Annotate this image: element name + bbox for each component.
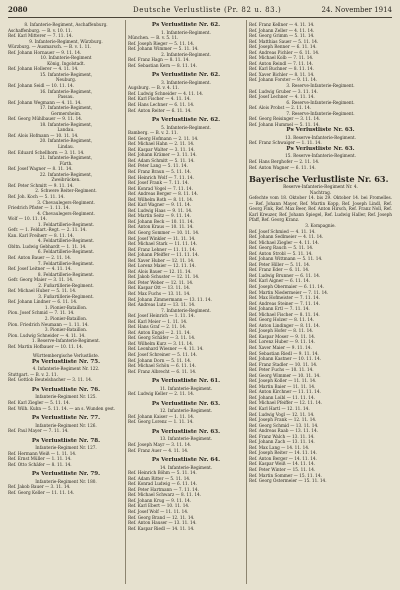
casualty-entry: Obltn. Ludwig Gebhardt — 1. 11. 14. bbox=[8, 243, 87, 249]
unit-heading: 17. Infanterie-Regiment, bbox=[39, 105, 93, 111]
unit-heading: 12. Infanterie-Regiment. bbox=[159, 408, 213, 414]
casualty-entry: Ref. Franz Auer — 4. 11. 14. bbox=[128, 447, 189, 453]
unit-heading: 6. Feldartillerie-Regiment. bbox=[37, 249, 95, 255]
casualty-entry: Ref. Joseph Koller — 11. 11. 14. bbox=[249, 378, 317, 384]
casualty-entry: Ref. Anton Strobl — 5. 11. 14. bbox=[249, 250, 313, 256]
casualty-entry: Ref. Xaver Huber — 12. 11. 14. bbox=[128, 257, 195, 263]
unit-heading: Reserve-Infanterie-Regiment Nr. 4. bbox=[283, 184, 358, 190]
unit-heading: Infanterie-Regiment Nr. 180. bbox=[35, 478, 97, 484]
casualty-entry: Ref. Johann Sedlmeier — 4. 11. 14. bbox=[249, 234, 324, 240]
unit-heading: Nachtrag. bbox=[309, 189, 332, 195]
header-rule bbox=[8, 17, 392, 18]
casualty-entry: Ref. Franz Braun — 5. 11. 14. bbox=[128, 168, 192, 174]
unit-heading: 3. Chevaulegers-Regiment. bbox=[37, 199, 95, 205]
casualty-entry: Ref. Franz Eder — 6. 11. 14. bbox=[249, 267, 310, 273]
casualty-entry: Ref. Anton Kirchner — 11. 11. 14. bbox=[249, 389, 321, 395]
list-heading: Ps Verlustliste Nr. 63. bbox=[286, 127, 355, 134]
paragraph: Gefechte vom 18. Oktober 14. bis 29. Oktober 14. bei Fromelles. — Ref. Johann Mayer, Ref. Martin Kopp, Ref. Joseph Lindl, Ref. Georg Fink, Ref. Max Beer, Ref. Anton Hirsch, Ref. Franz Noll, Ref. Karl Kreuzer, Ref. Johann Spiegel, Ref. Ludwig Haller, Ref. Joseph Pfaff, Ref. Georg Kranz. bbox=[249, 195, 392, 223]
casualty-entry: Aschaffenburg. — B. v. 10. 11. bbox=[8, 27, 73, 33]
casualty-entry: Ref. Franz Walch — 13. 11. 14. bbox=[249, 433, 315, 439]
casualty-entry: Pion. Ludwig Schneider — 4. 11. 14. bbox=[8, 332, 86, 338]
casualty-entry: Ref. Michael Kolb — 7. 11. 14. bbox=[249, 55, 314, 61]
casualty-entry: Ref. Max Hofmeister — 7. 11. 14. bbox=[249, 295, 320, 301]
list-heading: Ps Verlustliste Nr. 64. bbox=[151, 457, 221, 464]
casualty-entry: Ref. Anton Lindinger — 8. 11. 14. bbox=[249, 322, 321, 328]
casualty-entry: München. — B. v. 5. 11. bbox=[128, 35, 179, 41]
unit-heading: Landau. bbox=[57, 127, 75, 133]
unit-heading: 14. Infanterie-Regiment. bbox=[159, 464, 213, 470]
casualty-entry: Ref. Johann Krämer — 3. 11. 14. bbox=[128, 152, 197, 158]
casualty-entry: Ref. Johann Wimmer — 5. 11. 14. bbox=[128, 46, 199, 52]
casualty-entry: Ref. Johann Lindner — 6. 11. 14. bbox=[8, 299, 78, 305]
casualty-entry: Ref. Gottlob Beutelsbacher — 3. 11. 14. bbox=[8, 377, 93, 383]
unit-heading: 4. Infanterie-Regiment Nr. 122. bbox=[32, 366, 100, 372]
casualty-entry: Ref. Lorenz Huber — 9. 11. 14. bbox=[249, 339, 316, 345]
casualty-entry: Ref. Max Fuchs — 13. 11. 14. bbox=[128, 291, 191, 297]
casualty-entry: Ref. Josef Winkler — 11. 11. 14. bbox=[128, 235, 196, 241]
casualty-entry: Ref. Kaspar Moser — 9. 11. 14. bbox=[249, 333, 316, 339]
casualty-entry: Ref. Adam Schmitt — 5. 11. 14. bbox=[128, 157, 195, 163]
casualty-entry: Würzburg. — Ausmarsch. — B. v. 1. 11. bbox=[8, 44, 92, 50]
casualty-entry: Ref. Joseph Rieger — 5. 11. 14. bbox=[128, 40, 195, 46]
casualty-entry: Ref. Johann Krug — 9. 11. 14. bbox=[128, 497, 192, 503]
unit-heading: 3. Fußartillerie-Regiment. bbox=[38, 293, 94, 299]
column-left bbox=[8, 22, 124, 584]
casualty-entry: Ref. Karl Aigner — 6. 11. 14. bbox=[249, 278, 311, 284]
casualty-entry: Ref. Michael Fischer — 8. 11. 14. bbox=[249, 311, 320, 317]
unit-heading: 3. Infanterie-Regiment. bbox=[161, 79, 211, 85]
casualty-entry: Ref. Peter Winter — 15. 11. 14. bbox=[249, 467, 316, 473]
unit-heading: 22. Infanterie-Regiment, bbox=[39, 171, 93, 177]
casualty-entry: Ref. Karl Ziegler — 5. 11. 14. bbox=[8, 400, 71, 405]
casualty-entry: Ref. Joseph Frank — 12. 11. 14. bbox=[249, 417, 317, 423]
casualty-entry: Ref. Josef Lechner — 4. 11. 14. bbox=[249, 94, 315, 100]
casualty-entry: Ref. Josef Leitner — 4. 11. 14. bbox=[8, 266, 72, 272]
casualty-entry: Ref. Ludwig Schneider — 4. 11. 14. bbox=[128, 90, 204, 96]
casualty-entry: Ref. Joseph Renner — 6. 11. 14. bbox=[249, 44, 317, 50]
casualty-entry: Ref. Josef Schreiner — 5. 11. 14. bbox=[128, 352, 198, 358]
casualty-entry: Ref. Johann Ertl — 7. 11. 14. bbox=[249, 306, 310, 312]
unit-heading: 1. Reserve-Infanterie-Regiment. bbox=[31, 338, 101, 344]
casualty-entry: Ref. Georg Brand — 12. 11. 14. bbox=[128, 514, 195, 520]
casualty-entry: Ref. Kaspar Weiß — 14. 11. 14. bbox=[249, 461, 316, 467]
unit-heading: 3. Pionier-Bataillon. bbox=[44, 327, 88, 333]
casualty-entry: Ref. Karl Mitterer — 7. 11. 14. bbox=[8, 33, 73, 39]
casualty-entry: Ref. Karl Ebert — 10. 11. 14. bbox=[128, 503, 190, 509]
unit-heading: 16. Infanterie-Regiment, bbox=[39, 88, 93, 94]
casualty-entry: Ref. Andreas Raab — 13. 11. 14. bbox=[249, 428, 318, 434]
unit-heading: Passau. bbox=[58, 94, 74, 100]
unit-heading: 13. Infanterie-Regiment. bbox=[159, 436, 213, 442]
unit-heading: 1. Feldartillerie-Regiment. bbox=[37, 221, 95, 227]
casualty-entry: Ref. Hans Graf — 2. 11. 14. bbox=[128, 324, 187, 330]
casualty-entry: Ref. Sebastian Riedl — 9. 11. 14. bbox=[249, 350, 319, 356]
casualty-entry: Ref. Hermann Weiß — 1. 11. 14. bbox=[8, 450, 77, 456]
casualty-entry: Ref. Joseph Mayr — 3. 11. 14. bbox=[128, 442, 192, 447]
casualty-entry: Ref. Johann Dorn — 5. 11. 14. bbox=[128, 357, 192, 363]
page-header bbox=[8, 4, 392, 16]
main-list-heading: Bayerische Verlustliste Nr. 63. bbox=[249, 174, 389, 185]
casualty-entry: Ref. Ludwig Vogl — 12. 11. 14. bbox=[249, 411, 315, 417]
unit-heading: Neuburg. bbox=[55, 77, 77, 83]
casualty-entry: Ref. Anton Berger — 14. 11. 14. bbox=[249, 455, 317, 461]
casualty-entry: Ref. Johann Zeller — 4. 11. 14. bbox=[249, 27, 315, 33]
unit-heading: 9. Infanterie-Regiment, Würzburg. bbox=[29, 38, 103, 44]
casualty-entry: Ref. Ludwig Keller — 2. 11. 14. bbox=[128, 391, 195, 397]
casualty-entry: Ref. Kaspar Walter — 3. 11. 14. bbox=[128, 146, 195, 152]
unit-heading: König, Ingolstadt. bbox=[47, 60, 85, 66]
casualty-entry: Ref. Anton Engel — 2. 11. 14. bbox=[128, 329, 191, 335]
page-title: Deutsche Verlustliste (Pr. 82 u. 83.) bbox=[133, 6, 282, 14]
casualty-entry: Ref. Anton Bauer — 2. 11. 14. bbox=[8, 254, 72, 260]
list-heading: Ps Verlustliste Nr. 76. bbox=[31, 386, 101, 393]
unit-heading: Lindau. bbox=[57, 144, 75, 150]
casualty-entry: Ref. Ludwig Gruber — 3. 11. 14. bbox=[249, 88, 318, 94]
casualty-entry: Ref. Joseph Reiter — 14. 11. 14. bbox=[249, 450, 317, 456]
casualty-entry: Ref. Georg Sommer — 10. 11. 14. bbox=[128, 230, 200, 235]
column-divider bbox=[246, 20, 247, 584]
casualty-entry: Ref. Jakob Bauer — 3. 11. 14. bbox=[8, 484, 71, 490]
casualty-entry: Ref. Michael Pfeiffer — 12. 11. 14. bbox=[249, 400, 323, 406]
casualty-entry: Ref. Paul Mayer — 7. 11. 14. bbox=[8, 428, 69, 434]
casualty-entry: Augsburg. — B. v. 4. 11. bbox=[128, 85, 180, 91]
casualty-entry: Ref. Johann Hollerer — 4. 11. 14. bbox=[8, 66, 79, 72]
casualty-entry: Ref. Georg Rauch — 5. 11. 14. bbox=[249, 245, 314, 251]
casualty-entry: Ref. Ludwig Brunner — 6. 11. 14. bbox=[249, 272, 321, 278]
casualty-entry: Ref. Franz Kellner — 4. 11. 14. bbox=[249, 22, 315, 27]
unit-heading: 2. Pionier-Bataillon. bbox=[44, 315, 88, 321]
casualty-entry: Pion. Friedrich Neumann — 1. 11. 14. bbox=[8, 321, 89, 327]
unit-heading: 10. Infanterie-Regiment bbox=[40, 55, 92, 61]
casualty-entry: Ref. Franz Stadler — 10. 11. 14. bbox=[249, 361, 318, 367]
casualty-entry: Ref. Hans Lechner — 6. 11. 14. bbox=[128, 102, 195, 108]
unit-heading: 8. Infanterie-Regiment, Aschaffenburg. bbox=[24, 22, 108, 27]
casualty-entry: Bamberg. — B. v. 2. 11. bbox=[128, 130, 178, 136]
casualty-entry: Ref. Georg Hofmann — 2. 11. 14. bbox=[128, 135, 199, 141]
casualty-entry: Ref. Michael Huber — 5. 11. 14. bbox=[8, 288, 77, 294]
casualty-entry: Ref. Johann Hornauer — 9. 11. 14. bbox=[8, 49, 82, 55]
casualty-entry: Ref. Ludwig Haas — 9. 11. 14. bbox=[128, 207, 193, 213]
unit-heading: Fürth. bbox=[59, 160, 73, 166]
casualty-entry: Ref. Josef Wagner — 8. 11. 14. bbox=[8, 166, 73, 172]
unit-heading: 2. Infanterie-Regiment. bbox=[161, 51, 211, 57]
list-heading: Ps Verlustliste Nr. 62. bbox=[151, 72, 221, 79]
casualty-entry: Ref. Max Lang — 14. 11. 14. bbox=[249, 444, 310, 450]
unit-heading: Zweibrücken. bbox=[51, 177, 81, 183]
casualty-entry: Ref. Peter Lang — 5. 11. 14. bbox=[128, 163, 188, 169]
casualty-entry: Stuttgart. — B. v. 2. 11. bbox=[8, 371, 58, 377]
casualty-entry: Ref. Konrad Vogel — 7. 11. 14. bbox=[128, 185, 193, 191]
casualty-entry: Ref. Peter Hiller — 5. 11. 14. bbox=[249, 261, 311, 267]
casualty-entry: Ref. Johann Pfeiffer — 11. 11. 14. bbox=[128, 252, 199, 258]
casualty-entry: Ref. Franz Albrecht — 6. 11. 14. bbox=[128, 368, 197, 374]
casualty-entry: Ref. Josef Heinrich — 1. 11. 14. bbox=[128, 313, 195, 319]
casualty-entry: Ref. Franz Lehner — 11. 11. 14. bbox=[128, 246, 196, 252]
casualty-entry: Ref. Joh. Koch — 5. 11. 14. bbox=[8, 193, 65, 199]
unit-heading: Infanterie-Regiment Nr. 126. bbox=[35, 422, 97, 428]
casualty-entry: Ref. Andreas Lutz — 13. 11. 14. bbox=[128, 302, 196, 308]
unit-heading: 18. Infanterie-Regiment, bbox=[39, 121, 93, 127]
casualty-entry: Ref. Josef Schmied — 4. 11. 14. bbox=[249, 228, 316, 234]
casualty-entry: Ref. Heinrich Böhm — 5. 11. 14. bbox=[128, 470, 197, 476]
casualty-entry: Ref. Georg Holzer — 8. 11. 14. bbox=[249, 317, 315, 323]
casualty-entry: Ref. Wilhelm Kurz — 3. 11. 14. bbox=[128, 340, 194, 346]
casualty-entry: Ref. Georg Mühlbauer — 9. 11. 14. bbox=[8, 116, 83, 122]
casualty-entry: Ref. Wilhelm Roth — 8. 11. 14. bbox=[128, 196, 194, 202]
casualty-entry: Ref. Andreas Pichler — 6. 11. 14. bbox=[249, 49, 320, 55]
casualty-entry: Ref. Martin Hofbauer — 10. 11. 14. bbox=[8, 343, 84, 349]
unit-heading: 8. Feldartillerie-Regiment. bbox=[37, 271, 95, 277]
casualty-entry: Ref. Johann Kastner — 10. 11. 14. bbox=[249, 356, 321, 362]
casualty-entry: Kan. Karl Freiherr — 8. 11. 14. bbox=[8, 232, 75, 238]
casualty-entry: Ref. Otto Schäfer — 8. 11. 14. bbox=[8, 461, 72, 467]
casualty-entry: Ref. Michael Schön — 6. 11. 14. bbox=[128, 363, 196, 369]
unit-heading: 7. Reserve-Infanterie-Regiment. bbox=[286, 110, 355, 116]
unit-heading: 7. Feldartillerie-Regiment. bbox=[37, 260, 95, 266]
list-heading: Ps Verlustliste Nr. 62. bbox=[151, 22, 221, 28]
casualty-entry: Ref. Johann Forster — 9. 11. 14. bbox=[249, 77, 318, 83]
casualty-entry: Ref. Anton Wagner — 6. 11. 14. bbox=[249, 164, 316, 170]
casualty-entry: Ref. Martin Seitz — 9. 11. 14. bbox=[128, 213, 191, 219]
casualty-entry: Ref. Johann Zimmermann — 13. 11. 14. bbox=[128, 296, 212, 302]
casualty-entry: Ref. Ernst Müller — 1. 11. 14. bbox=[8, 456, 72, 462]
list-heading: Ps Verlustliste Nr. 62. bbox=[151, 117, 221, 124]
casualty-entry: Ref. Kaspar Riedl — 14. 11. 14. bbox=[128, 525, 195, 531]
casualty-entry: Ref. Martin Niedermeier — 7. 11. 14. bbox=[249, 289, 329, 295]
column-right bbox=[249, 22, 392, 584]
casualty-entry: Ref. Anton Reiter — 6. 11. 14. bbox=[128, 107, 192, 113]
casualty-entry: Ref. Michael Stark — 11. 11. 14. bbox=[128, 241, 198, 247]
unit-heading: 2. Fußartillerie-Regiment. bbox=[38, 282, 94, 288]
unit-heading: 6. Reserve-Infanterie-Regiment. bbox=[286, 99, 355, 105]
unit-heading: 21. Infanterie-Regiment, bbox=[39, 155, 93, 161]
list-heading: Ps Verlustliste Nr. 79. bbox=[31, 471, 101, 478]
casualty-entry: Ref. Sebastian Kern — 8. 11. 14. bbox=[128, 62, 197, 68]
casualty-entry: Ref. Johann Wittmann — 5. 11. 14. bbox=[249, 256, 323, 262]
unit-heading: Württembergische Verlustliste. bbox=[32, 353, 100, 359]
casualty-entry: Ref. Johann Seidl — 10. 11. 14. bbox=[8, 83, 75, 89]
casualty-entry: Ref. Josef Frank — 7. 11. 14. bbox=[128, 180, 189, 186]
unit-heading: 7. Infanterie-Regiment. bbox=[161, 307, 211, 313]
unit-heading: 11. Infanterie-Regiment. bbox=[159, 385, 213, 391]
unit-heading: 15. Infanterie-Regiment, bbox=[39, 71, 93, 77]
casualty-entry: Ref. Leonhard Wiesner — 4. 11. 14. bbox=[128, 346, 204, 352]
casualty-entry: Ref. Johann Kaiser — 1. 11. 14. bbox=[128, 413, 195, 419]
page-number: 2080 bbox=[8, 5, 28, 14]
list-heading: Ps Verlustliste Nr. 63. bbox=[151, 400, 221, 407]
casualty-entry: Ref. Anton Hauser — 13. 11. 14. bbox=[128, 520, 197, 526]
column-divider bbox=[125, 20, 126, 584]
unit-heading: Germersheim. bbox=[50, 110, 82, 116]
casualty-entry: Ref. Franz Schwaiger — 1. 11. 14. bbox=[249, 140, 322, 146]
casualty-entry: Ref. Anton Kraus — 10. 11. 14. bbox=[128, 224, 194, 230]
casualty-entry: Ref. Johann Beck — 10. 11. 14. bbox=[128, 218, 194, 224]
casualty-entry: Ref. Johann Loibl — 11. 11. 14. bbox=[249, 394, 315, 400]
casualty-entry: Ref. Martin Baier — 11. 11. 14. bbox=[249, 383, 316, 389]
issue-date: 24. November 1914 bbox=[321, 6, 392, 14]
casualty-entry: Ref. Karl Fischer — 4. 11. 14. bbox=[128, 96, 191, 102]
casualty-entry: Ref. Matthias Sauer — 5. 11. 14. bbox=[249, 38, 319, 44]
casualty-entry: Ref. Konrad Ludwig — 6. 11. 14. bbox=[128, 481, 198, 487]
casualty-entry: Ref. Wilh. Kuhn — 5. 11. 14. — an s. Wunden gest. bbox=[8, 405, 116, 411]
casualty-entry: Ref. Johann Wegmann — 4. 11. 14. bbox=[8, 99, 82, 105]
casualty-entry: Ref. Karl Buchner — 8. 11. 14. bbox=[249, 66, 314, 72]
casualty-entry: Ref. Peter Hartmann — 7. 11. 14. bbox=[128, 486, 199, 492]
casualty-entry: Ref. Karl Meier — 1. 11. 14. bbox=[128, 318, 188, 324]
casualty-entry: Ref. Peter Weber — 12. 11. 14. bbox=[128, 279, 194, 285]
casualty-entry: Ref. Anton Reindl — 7. 11. 14. bbox=[249, 60, 314, 66]
unit-heading: Infanterie-Regiment Nr. 127. bbox=[35, 445, 97, 451]
casualty-entry: Ref. Kaspar Ott — 13. 11. 14. bbox=[128, 285, 191, 291]
casualty-entry: Ref. Eduard Schellhorn — 3. 11. 14. bbox=[8, 149, 85, 155]
casualty-entry: Ref. Andreas Berger — 8. 11. 14. bbox=[128, 191, 199, 197]
unit-heading: 3. Kompagnie. bbox=[305, 222, 336, 228]
unit-heading: Infanterie-Regiment Nr. 125. bbox=[35, 394, 97, 400]
casualty-entry: Ref. Josef Wolf — 11. 11. 14. bbox=[128, 508, 189, 514]
casualty-entry: Ref. Joseph Hofer — 8. 11. 14. bbox=[249, 328, 314, 334]
unit-heading: 3. Reserve-Infanterie-Regiment. bbox=[286, 83, 355, 89]
list-heading: Ps Verlustliste Nr. 77. bbox=[31, 415, 101, 422]
list-heading: Ps Verlustliste Nr. 63. bbox=[286, 145, 355, 152]
casualty-entry: Ref. Michael Schwarz — 8. 11. 14. bbox=[128, 492, 202, 498]
casualty-entry: Ref. Georg Grimm — 5. 11. 14. bbox=[249, 33, 315, 39]
casualty-entry: Ref. Peter Fuchs — 10. 11. 14. bbox=[249, 367, 314, 373]
casualty-entry: Ref. Alois Probst — 2. 11. 14. bbox=[249, 105, 312, 111]
list-heading: Ps Verlustliste Nr. 78. bbox=[31, 437, 101, 444]
casualty-entry: Ref. Lorenz Maier — 12. 11. 14. bbox=[128, 263, 196, 269]
casualty-entry: Ref. Xaver Maier — 9. 11. 14. bbox=[249, 344, 312, 350]
casualty-entry: Ref. Alois Hofmann — 10. 11. 14. bbox=[8, 132, 79, 138]
casualty-entry: Ref. Heinrich Wolf — 7. 11. 14. bbox=[128, 174, 194, 180]
casualty-entry: Ref. Georg Reisinger — 3. 11. 14. bbox=[249, 116, 321, 122]
unit-heading: 4. Chevaulegers-Regiment. bbox=[37, 210, 95, 216]
casualty-entry: Ref. Georg Ostermeier — 15. 11. 14. bbox=[249, 478, 327, 484]
casualty-entry: Ref. Michael Hahn — 2. 11. 14. bbox=[128, 141, 195, 147]
casualty-entry: Pion. Josef Schmid — 7. 11. 14. bbox=[8, 310, 75, 316]
unit-heading: 5. Infanterie-Regiment. bbox=[161, 124, 211, 130]
casualty-entry: Ref. Alois Bauer — 12. 11. 14. bbox=[128, 268, 192, 274]
casualty-entry: Ref. Joseph Obermaier — 6. 11. 14. bbox=[249, 283, 324, 289]
casualty-entry: Ref. Johann Zach — 13. 11. 14. bbox=[249, 439, 315, 445]
unit-heading: 2. Schwere Reiter-Regiment. bbox=[35, 188, 97, 194]
list-heading: Ps Verlustliste Nr. 61. bbox=[151, 378, 221, 385]
casualty-entry: Ref. Andreas Steiner — 7. 11. 14. bbox=[249, 300, 320, 306]
unit-heading: 1. Infanterie-Regiment. bbox=[161, 29, 211, 35]
casualty-entry: Wolf — 10. 11. 14. bbox=[8, 216, 47, 222]
list-heading: Ps Verlustliste Nr. 63. bbox=[151, 428, 221, 435]
casualty-entry: Ref. Karl Hartl — 12. 11. 14. bbox=[249, 406, 310, 411]
casualty-entry: Ref. Johann Hummel — 5. 11. 14. bbox=[249, 121, 320, 127]
casualty-entry: Ref. Michael Ziegler — 4. 11. 14. bbox=[249, 239, 320, 245]
list-heading: Ps Verlustliste Nr. 75. bbox=[31, 358, 101, 365]
unit-heading: 1. Pionier-Bataillon. bbox=[44, 304, 88, 310]
unit-heading: 4. Feldartillerie-Regiment. bbox=[37, 238, 95, 244]
casualty-entry: Ref. Georg Schmid — 13. 11. 14. bbox=[249, 422, 319, 428]
casualty-entry: Ref. Georg Keller — 11. 11. 14. bbox=[8, 489, 75, 495]
casualty-entry: Ref. Franz Hagn — 8. 11. 14. bbox=[128, 57, 190, 63]
casualty-entry: Ref. Georg Lorenz — 1. 11. 14. bbox=[128, 419, 194, 425]
casualty-entry: Ref. Xaver Bichler — 8. 11. 14. bbox=[249, 71, 315, 77]
unit-heading: 15. Reserve-Infanterie-Regiment. bbox=[285, 153, 356, 159]
casualty-entry: Gefr. Georg Maier — 3. 11. 14. bbox=[8, 277, 74, 283]
casualty-entry: Ref. Georg Schäfer — 3. 11. 14. bbox=[128, 335, 196, 341]
unit-heading: 20. Infanterie-Regiment, bbox=[39, 138, 93, 144]
casualty-entry: Gefr. — 1. Feldart.-Regt. — 2. 11. 14. bbox=[8, 227, 87, 233]
casualty-entry: Ref. Hans Berghofer — 2. 11. 14. bbox=[249, 159, 320, 165]
casualty-entry: Ref. Jakob Schuster — 12. 11. 14. bbox=[128, 274, 200, 280]
casualty-entry: Ref. Peter Schmitt — 9. 11. 14. bbox=[8, 182, 74, 188]
casualty-entry: Friedrich Pfister — 1. 11. 14. bbox=[8, 205, 70, 211]
casualty-entry: Ref. Karl Wagner — 9. 11. 14. bbox=[128, 202, 192, 208]
casualty-entry: Ref. Georg Wimmer — 10. 11. 14. bbox=[249, 372, 321, 378]
casualty-entry: Ref. Adam Ritter — 5. 11. 14. bbox=[128, 475, 191, 481]
unit-heading: 13. Reserve-Infanterie-Regiment. bbox=[285, 134, 356, 140]
casualty-entry: Ref. Martin Sommer — 15. 11. 14. bbox=[249, 472, 322, 478]
column-middle bbox=[128, 22, 244, 584]
